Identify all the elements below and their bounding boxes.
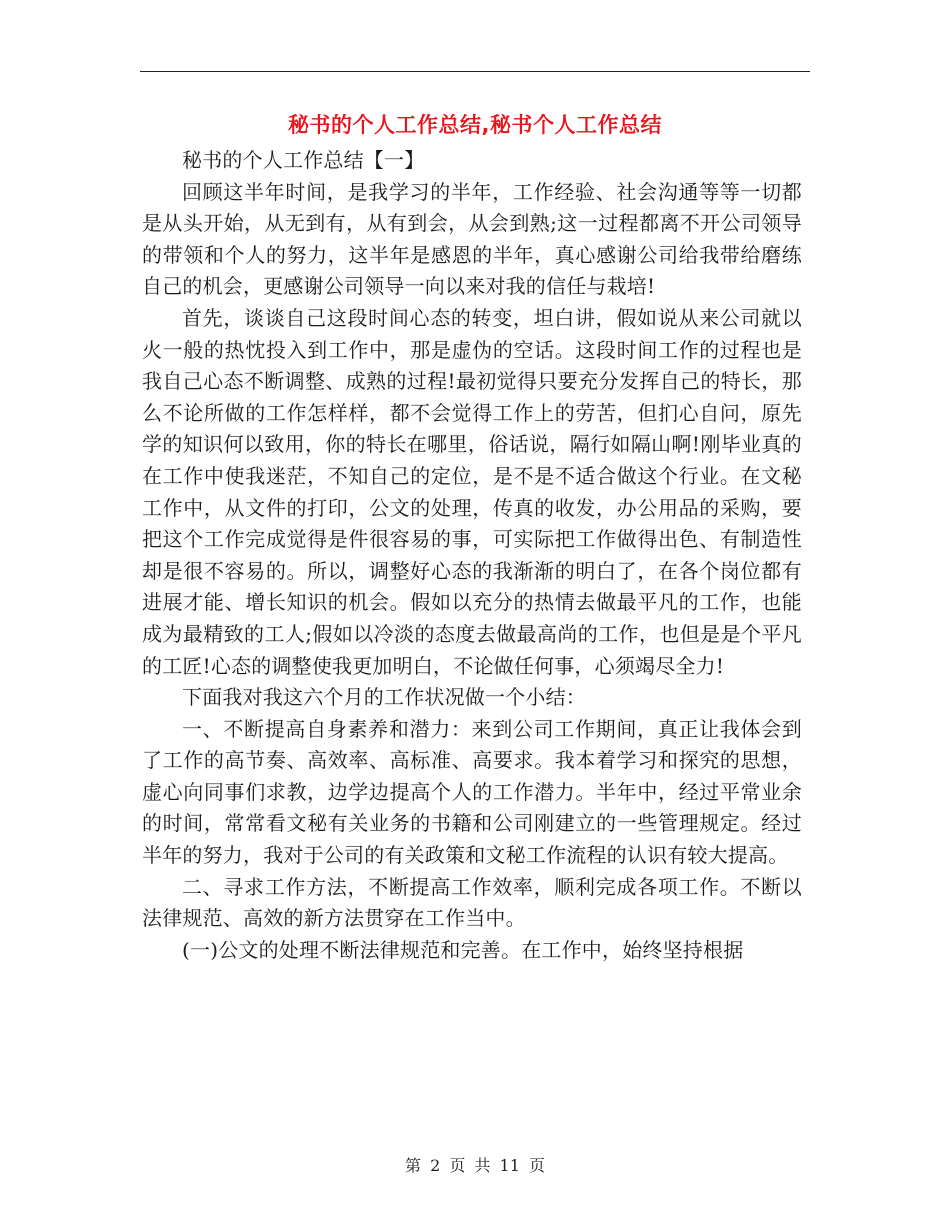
page-number-footer: 第 2 页 共 11 页 bbox=[405, 1156, 545, 1175]
paragraph: 下面我对我这六个月的工作状况做一个小结： bbox=[182, 685, 586, 710]
document-body bbox=[142, 145, 802, 966]
paragraph: 首先，谈谈自己这段时间心态的转变，坦白讲，假如说从来公司就以火一般的热忱投入到工作中，那是虚伪的空话。这段时间工作的过程也是我自己心态不断调整、成熟的过程!最初觉得只要充分发挥自己的特长，那么不论所做的工作怎样样，都不会觉得工作上的劳苦，但扪心自问，原先学的知识何以致用，你的特长在哪里，俗话说，隔行如隔山啊!刚毕业真的在工作中使我迷茫，不知自己的定位，是不是不适合做这个行业。在文秘工作中，从文件的打印，公文的处理，传真的收发，办公用品的采购，要把这个工作完成觉得是件很容易的事，可实际把工作做得出色、有制造性却是很不容易的。所以，调整好心态的我渐渐的明白了，在各个岗位都有进展才能、增长知识的机会。假如以充分的热情去做最平凡的工作，也能成为最精致的工人;假如以冷淡的态度去做最高尚的工作，也但是是个平凡的工匠!心态的调整使我更加明白，不论做任何事，心须竭尽全力! bbox=[142, 305, 802, 678]
paragraph: 回顾这半年时间，是我学习的半年，工作经验、社会沟通等等一切都是从头开始，从无到有，从有到会，从会到熟;这一过程都离不开公司领导的带领和个人的努力，这半年是感恩的半年，真心感谢公司给我带给磨练自己的机会，更感谢公司领导一向以来对我的信任与栽培! bbox=[142, 179, 802, 299]
paragraph: 一、不断提高自身素养和潜力：来到公司工作期间，真正让我体会到了工作的高节奏、高效率、高标准、高要求。我本着学习和探究的思想，虚心向同事们求教，边学边提高个人的工作潜力。半年中，经过平常业余的时间，常常看文秘有关业务的书籍和公司刚建立的一些管理规定。经过半年的努力，我对于公司的有关政策和文秘工作流程的认识有较大提高。 bbox=[142, 716, 802, 868]
header-rule bbox=[140, 71, 810, 72]
paragraph: 二、寻求工作方法，不断提高工作效率，顺利完成各项工作。不断以法律规范、高效的新方法贯穿在工作当中。 bbox=[142, 874, 802, 931]
document-title: 秘书的个人工作总结,秘书个人工作总结 bbox=[288, 113, 662, 137]
paragraph: (一)公文的处理不断法律规范和完善。在工作中，始终坚持根据 bbox=[182, 937, 744, 962]
section-heading: 秘书的个人工作总结【一】 bbox=[182, 148, 425, 172]
